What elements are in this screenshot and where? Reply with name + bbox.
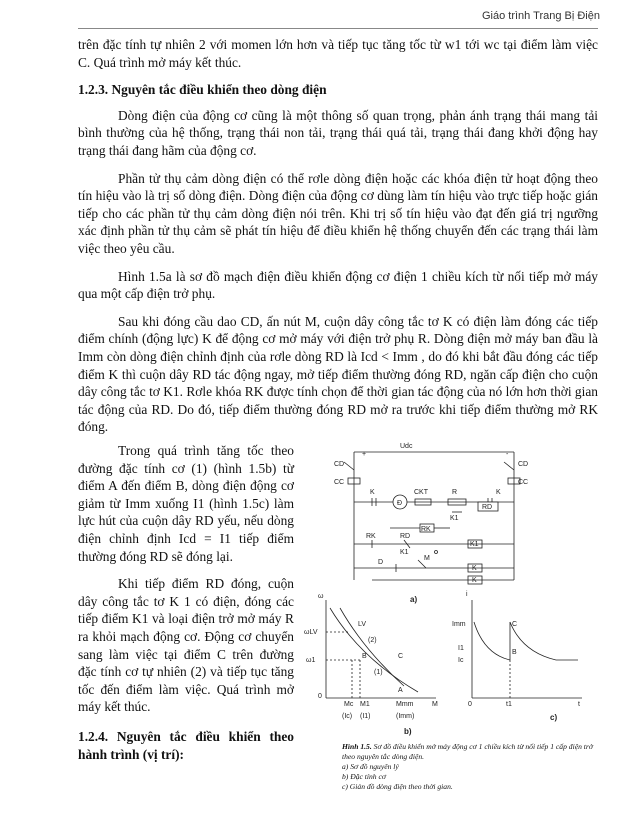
svg-text:Ic: Ic: [458, 657, 464, 664]
svg-text:RK: RK: [421, 526, 431, 533]
left-paragraph-1: Trong quá trình tăng tốc theo đường đặc tính cơ (1) (hình 1.5b) từ điểm A đến điểm B, dòng điện động cơ giảm từ Imm xuống I1 (hình 1.5c) làm lực hút của cuộn dây RD yếu, nếu dòng điện chỉnh định Icd = I1 tiếp điểm thường đóng RD sẽ đóng lại.: [78, 443, 294, 564]
paragraph-2: Phần tử thụ cảm dòng điện có thể rơle dòng điện hoặc các khóa điện tử hoạt động theo tín hiệu vào là trị số dòng điện. Dòng điện của động cơ dùng làm tín hiệu vào trực tiếp hoặc gián tiếp cho các phần tử thụ cảm dòng điện nói trên. Khi trị số tín hiệu vào đạt đến giá trị ngưỡng xác định phần tử thụ cảm sẽ phát tín hiệu để điều khiển hệ thống chuyển đến các trạng thái làm việc theo yêu cầu.: [78, 170, 598, 256]
svg-text:+: +: [362, 451, 367, 458]
left-column: [78, 442, 294, 763]
svg-text:Mc: Mc: [344, 701, 354, 708]
svg-text:K: K: [496, 489, 501, 496]
svg-text:t: t: [578, 701, 580, 708]
svg-text:B: B: [512, 649, 517, 656]
svg-text:-: -: [506, 451, 509, 458]
svg-text:RK: RK: [366, 533, 376, 540]
svg-text:C: C: [398, 653, 404, 660]
svg-text:C: C: [512, 621, 518, 628]
svg-text:D: D: [378, 559, 384, 566]
svg-text:(I1): (I1): [360, 713, 371, 720]
svg-text:LV: LV: [358, 621, 367, 628]
current-time-graph: [472, 600, 582, 698]
graph-c-labels: [452, 591, 580, 722]
svg-text:ω: ω: [318, 593, 324, 600]
svg-text:b): b): [404, 727, 412, 736]
intro-paragraph: trên đặc tính tự nhiên 2 với momen lớn hơn và tiếp tục tăng tốc từ w1 tới wc tại điểm làm việc C. Quá trình mở máy kết thúc.: [78, 37, 598, 70]
svg-text:A: A: [398, 687, 403, 694]
caption-title: Hình 1.5.: [342, 742, 372, 751]
graph-b-labels: [304, 593, 438, 736]
paragraph-3: Hình 1.5a là sơ đồ mạch điện điều khiển động cơ điện 1 chiều kích từ nối tiếp mở máy qua một cấp điện trở phụ.: [78, 268, 598, 302]
svg-text:K1: K1: [400, 549, 409, 556]
svg-text:R: R: [452, 489, 458, 496]
svg-text:(Ic): (Ic): [342, 713, 353, 720]
svg-text:M1: M1: [360, 701, 370, 708]
circuit-diagram: [344, 452, 520, 584]
header-rule: [78, 28, 598, 29]
svg-text:(2): (2): [368, 637, 377, 644]
svg-text:ωLV: ωLV: [304, 629, 318, 636]
svg-text:RD: RD: [400, 533, 411, 540]
svg-text:ω1: ω1: [306, 657, 316, 664]
caption-item-a: a) Sơ đồ nguyên lý: [342, 762, 399, 771]
page-header: Giáo trình Trang Bị Điện: [481, 10, 600, 22]
svg-text:Udc: Udc: [400, 443, 413, 450]
svg-text:(Imm): (Imm): [396, 713, 415, 720]
svg-text:RD: RD: [482, 504, 493, 511]
svg-text:CD: CD: [518, 461, 529, 468]
mechanical-characteristic-graph: [326, 600, 436, 698]
section-heading-124: 1.2.4. Nguyên tắc điều khiển theo hành trình (vị trí):: [78, 728, 294, 762]
svg-text:M: M: [432, 701, 438, 708]
svg-text:c): c): [550, 713, 558, 722]
left-paragraph-2: Khi tiếp điểm RD đóng, cuộn dây công tắc tơ K 1 có điện, đóng các tiếp điểm K1 và loại điện trở mở máy R ra khỏi mạch động cơ. Động cơ chuyển sang làm việc tại điểm C trên đường đặc tính cơ tự nhiên (2) và tiếp tục tăng tốc đến điểm làm việc. Quá trình mở máy kết thúc.: [78, 576, 294, 715]
svg-text:K: K: [472, 577, 477, 584]
section-heading-123: 1.2.3. Nguyên tắc điều khiển theo dòng điện: [78, 82, 327, 98]
caption-title-line: [342, 742, 600, 762]
svg-text:CC: CC: [518, 479, 529, 486]
paragraph-1: Dòng điện của động cơ cũng là một thông số quan trọng, phản ánh trạng thái mang tải bình thường của hệ thống, trạng thái non tải, trạng thái quá tải, trạng thái đang khởi động hay trạng thái đang hãm của động cơ.: [78, 107, 598, 158]
svg-text:K: K: [472, 565, 477, 572]
svg-text:Imm: Imm: [452, 621, 466, 628]
body-text: [78, 36, 598, 436]
svg-text:I1: I1: [458, 645, 464, 652]
svg-text:i: i: [466, 591, 468, 598]
svg-text:0: 0: [318, 693, 322, 700]
svg-text:Mmm: Mmm: [396, 701, 414, 708]
caption-item-c: c) Giản đồ dòng điện theo thời gian.: [342, 782, 453, 791]
svg-text:K: K: [370, 489, 375, 496]
svg-text:CD: CD: [334, 461, 345, 468]
svg-text:K1: K1: [450, 515, 459, 522]
caption-title-text: Sơ đồ điều khiển mở máy động cơ 1 chiều kích từ nối tiếp 1 cấp điện trở theo nguyên tắc dòng điện.: [342, 742, 593, 761]
svg-text:B: B: [362, 653, 367, 660]
svg-text:Đ: Đ: [397, 500, 403, 507]
svg-text:(1): (1): [374, 669, 383, 676]
svg-text:CC: CC: [334, 479, 345, 486]
caption-item-b: b) Đặc tính cơ: [342, 772, 386, 781]
paragraph-4: Sau khi đóng cầu dao CD, ấn nút M, cuộn dây công tắc tơ K có điện làm đóng các tiếp điểm chính (động lực) K để động cơ mở máy với điện trở phụ R. Dòng điện mở máy ban đầu là Imm còn dòng điện chỉnh định của rơle dòng RD là Icd < Imm , do đó khi bắt đầu đóng các tiếp điểm K thì cuộn dây RD tác động ngay, mở tiếp điểm thường đóng RD, ngăn cấp điện cho cuộn dây công tắc tơ K1. Rơle khóa RK được tính chọn để thời gian tác động của nó lớn hơn thời gian tác động của RD. Do đó, tiếp điểm thường đóng RD mở ra trước khi tiếp điểm thường mở RK đóng.: [78, 313, 598, 435]
svg-text:0: 0: [468, 701, 472, 708]
svg-text:a): a): [410, 595, 418, 604]
figure-caption: [342, 742, 600, 792]
svg-text:CKT: CKT: [414, 489, 428, 496]
svg-text:M: M: [424, 555, 430, 562]
svg-text:K1: K1: [470, 541, 479, 548]
svg-text:t1: t1: [506, 701, 512, 708]
